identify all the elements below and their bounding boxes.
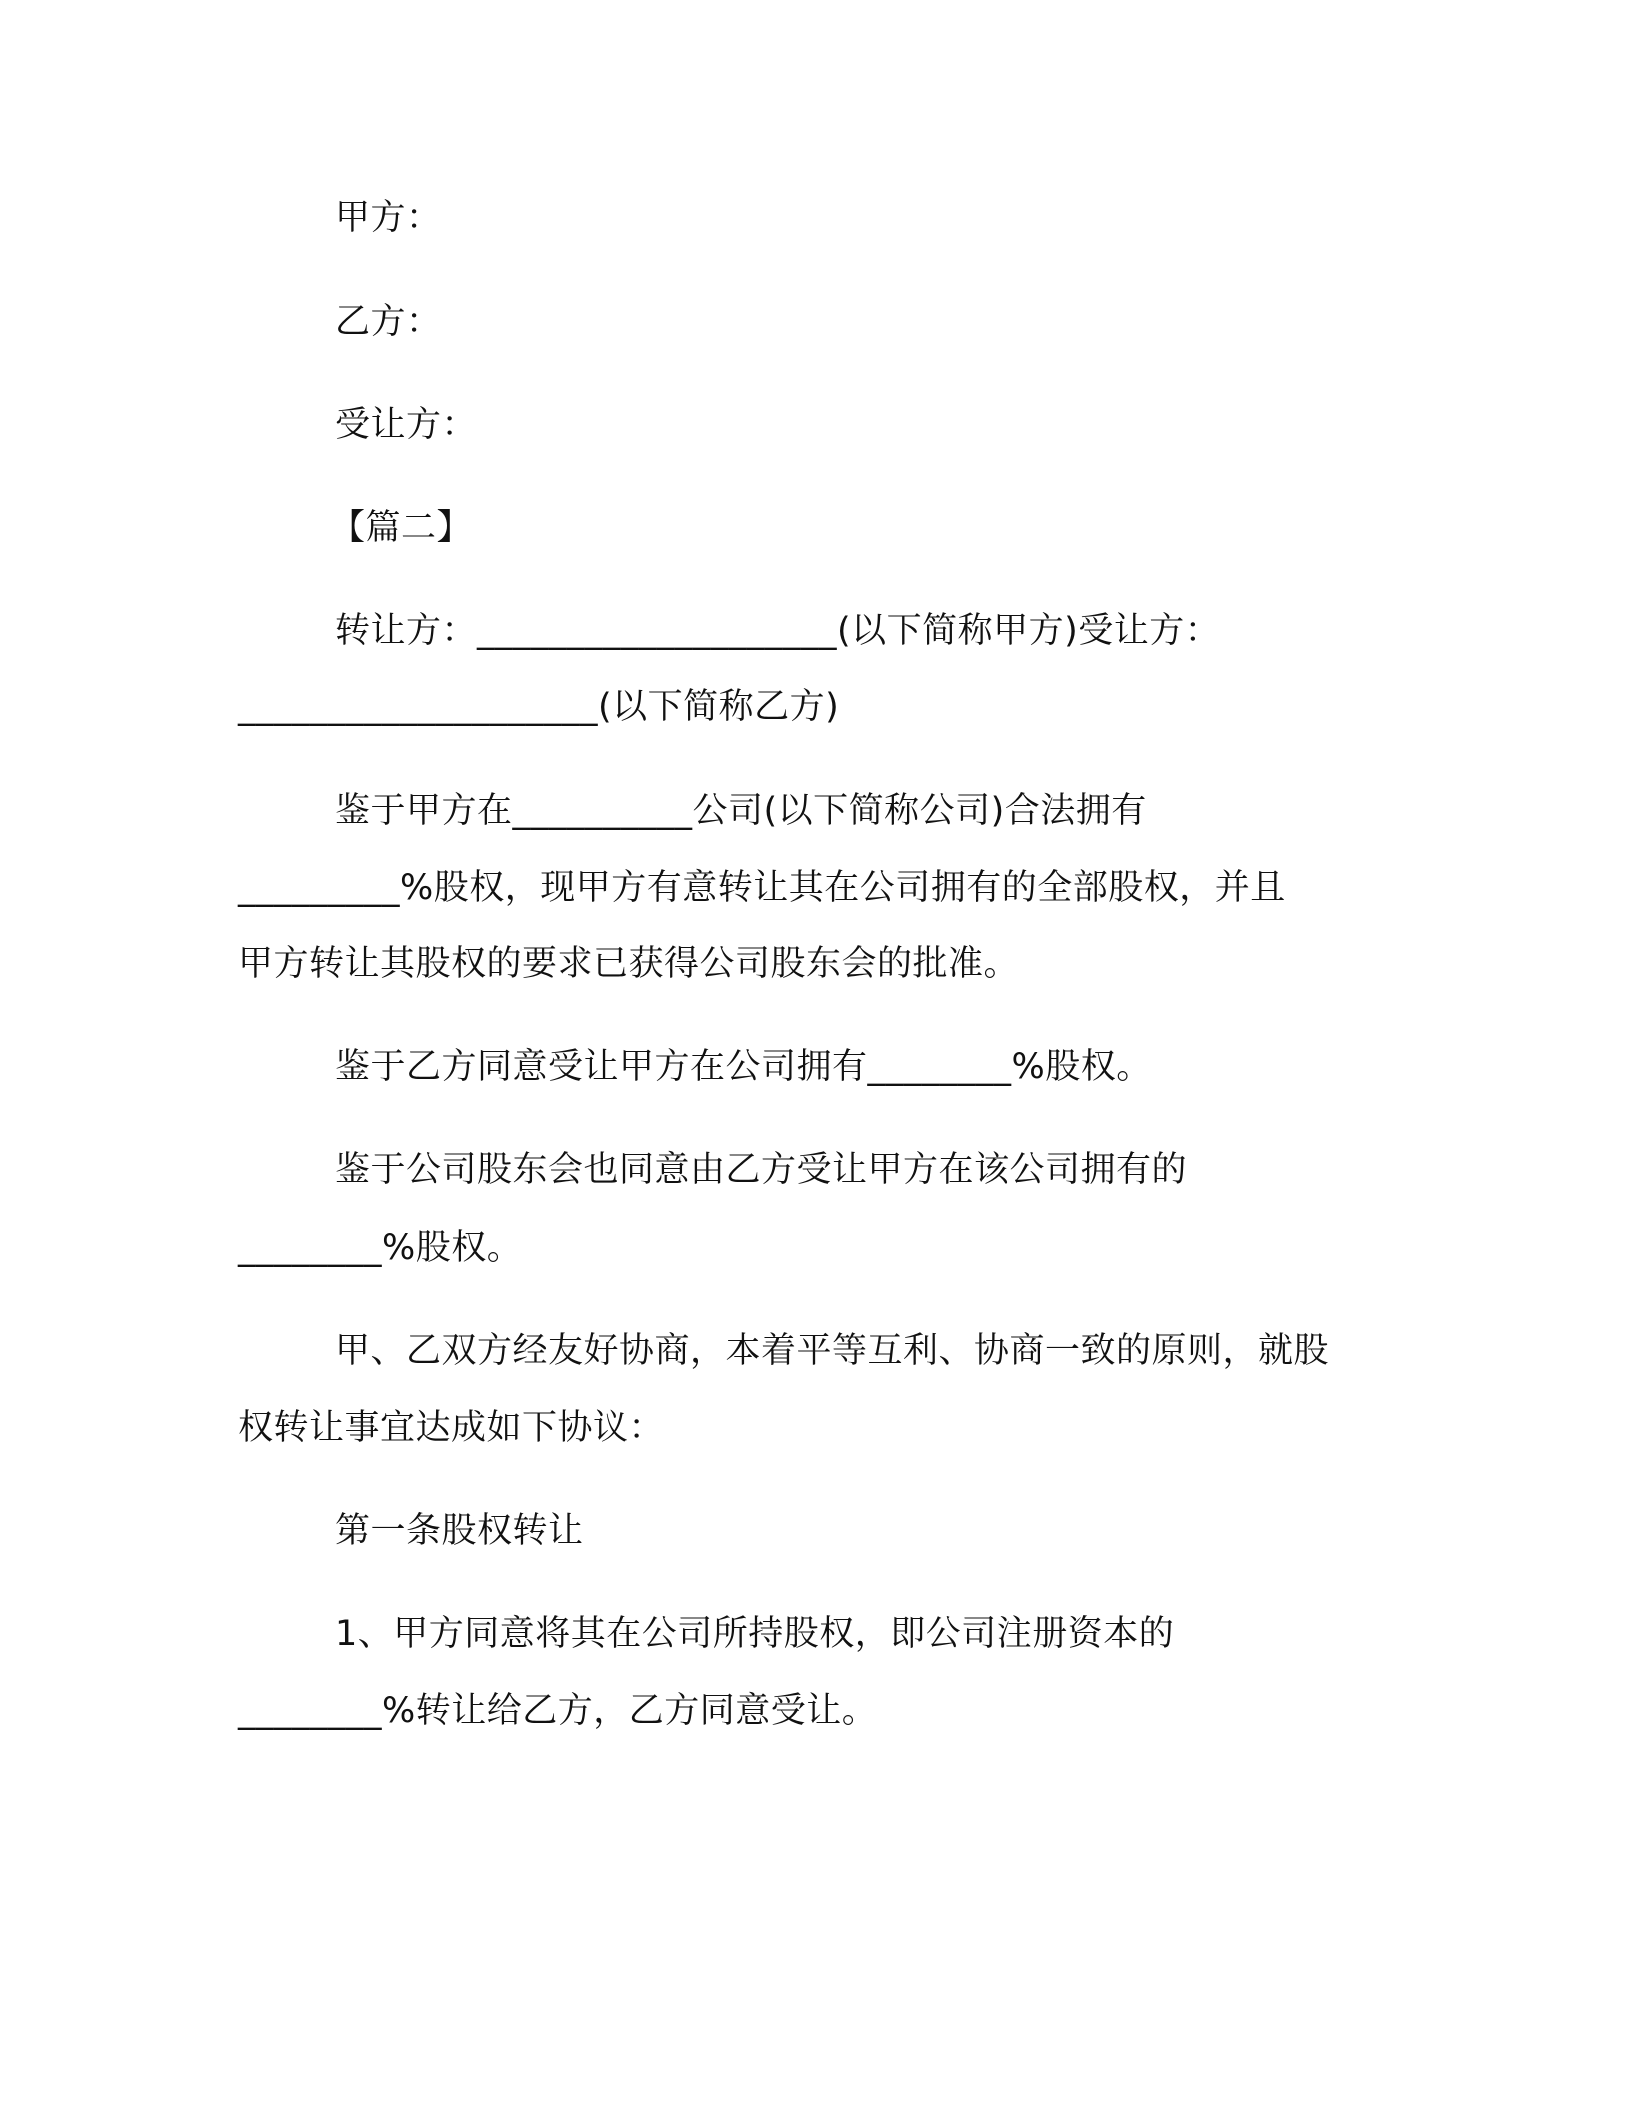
section-heading: 【篇二】	[330, 508, 473, 548]
whereas-1-line-1: 鉴于甲方在__________公司(以下简称公司)合法拥有	[335, 791, 1147, 831]
whereas-1-line-3: 甲方转让其股权的要求已获得公司股东会的批准。	[238, 944, 1020, 984]
whereas-2-line-1: 鉴于乙方同意受让甲方在公司拥有________%股权。	[335, 1047, 1152, 1087]
agreement-line-1: 甲、乙双方经友好协商，本着平等互利、协商一致的原则，就股	[335, 1331, 1330, 1371]
whereas-3-line-1: 鉴于公司股东会也同意由乙方受让甲方在该公司拥有的	[335, 1150, 1188, 1190]
whereas-3-line-2: ________%股权。	[238, 1228, 523, 1268]
article-1-heading: 第一条股权转让	[335, 1511, 584, 1551]
agreement-line-2: 权转让事宜达成如下协议：	[238, 1408, 665, 1448]
transferee-label: 受让方：	[335, 405, 478, 445]
whereas-1-line-2: _________%股权，现甲方有意转让其在公司拥有的全部股权，并且	[238, 868, 1286, 908]
clause-1-line-1: 1、甲方同意将其在公司所持股权，即公司注册资本的	[335, 1614, 1175, 1654]
party-b-label: 乙方：	[335, 302, 442, 342]
transferor-line-1: 转让方：____________________(以下简称甲方)受让方：	[335, 611, 1221, 651]
transferor-line-2: ____________________(以下简称乙方)	[238, 687, 840, 727]
clause-1-line-2: ________%转让给乙方，乙方同意受让。	[238, 1691, 878, 1731]
party-a-label: 甲方：	[335, 198, 442, 238]
